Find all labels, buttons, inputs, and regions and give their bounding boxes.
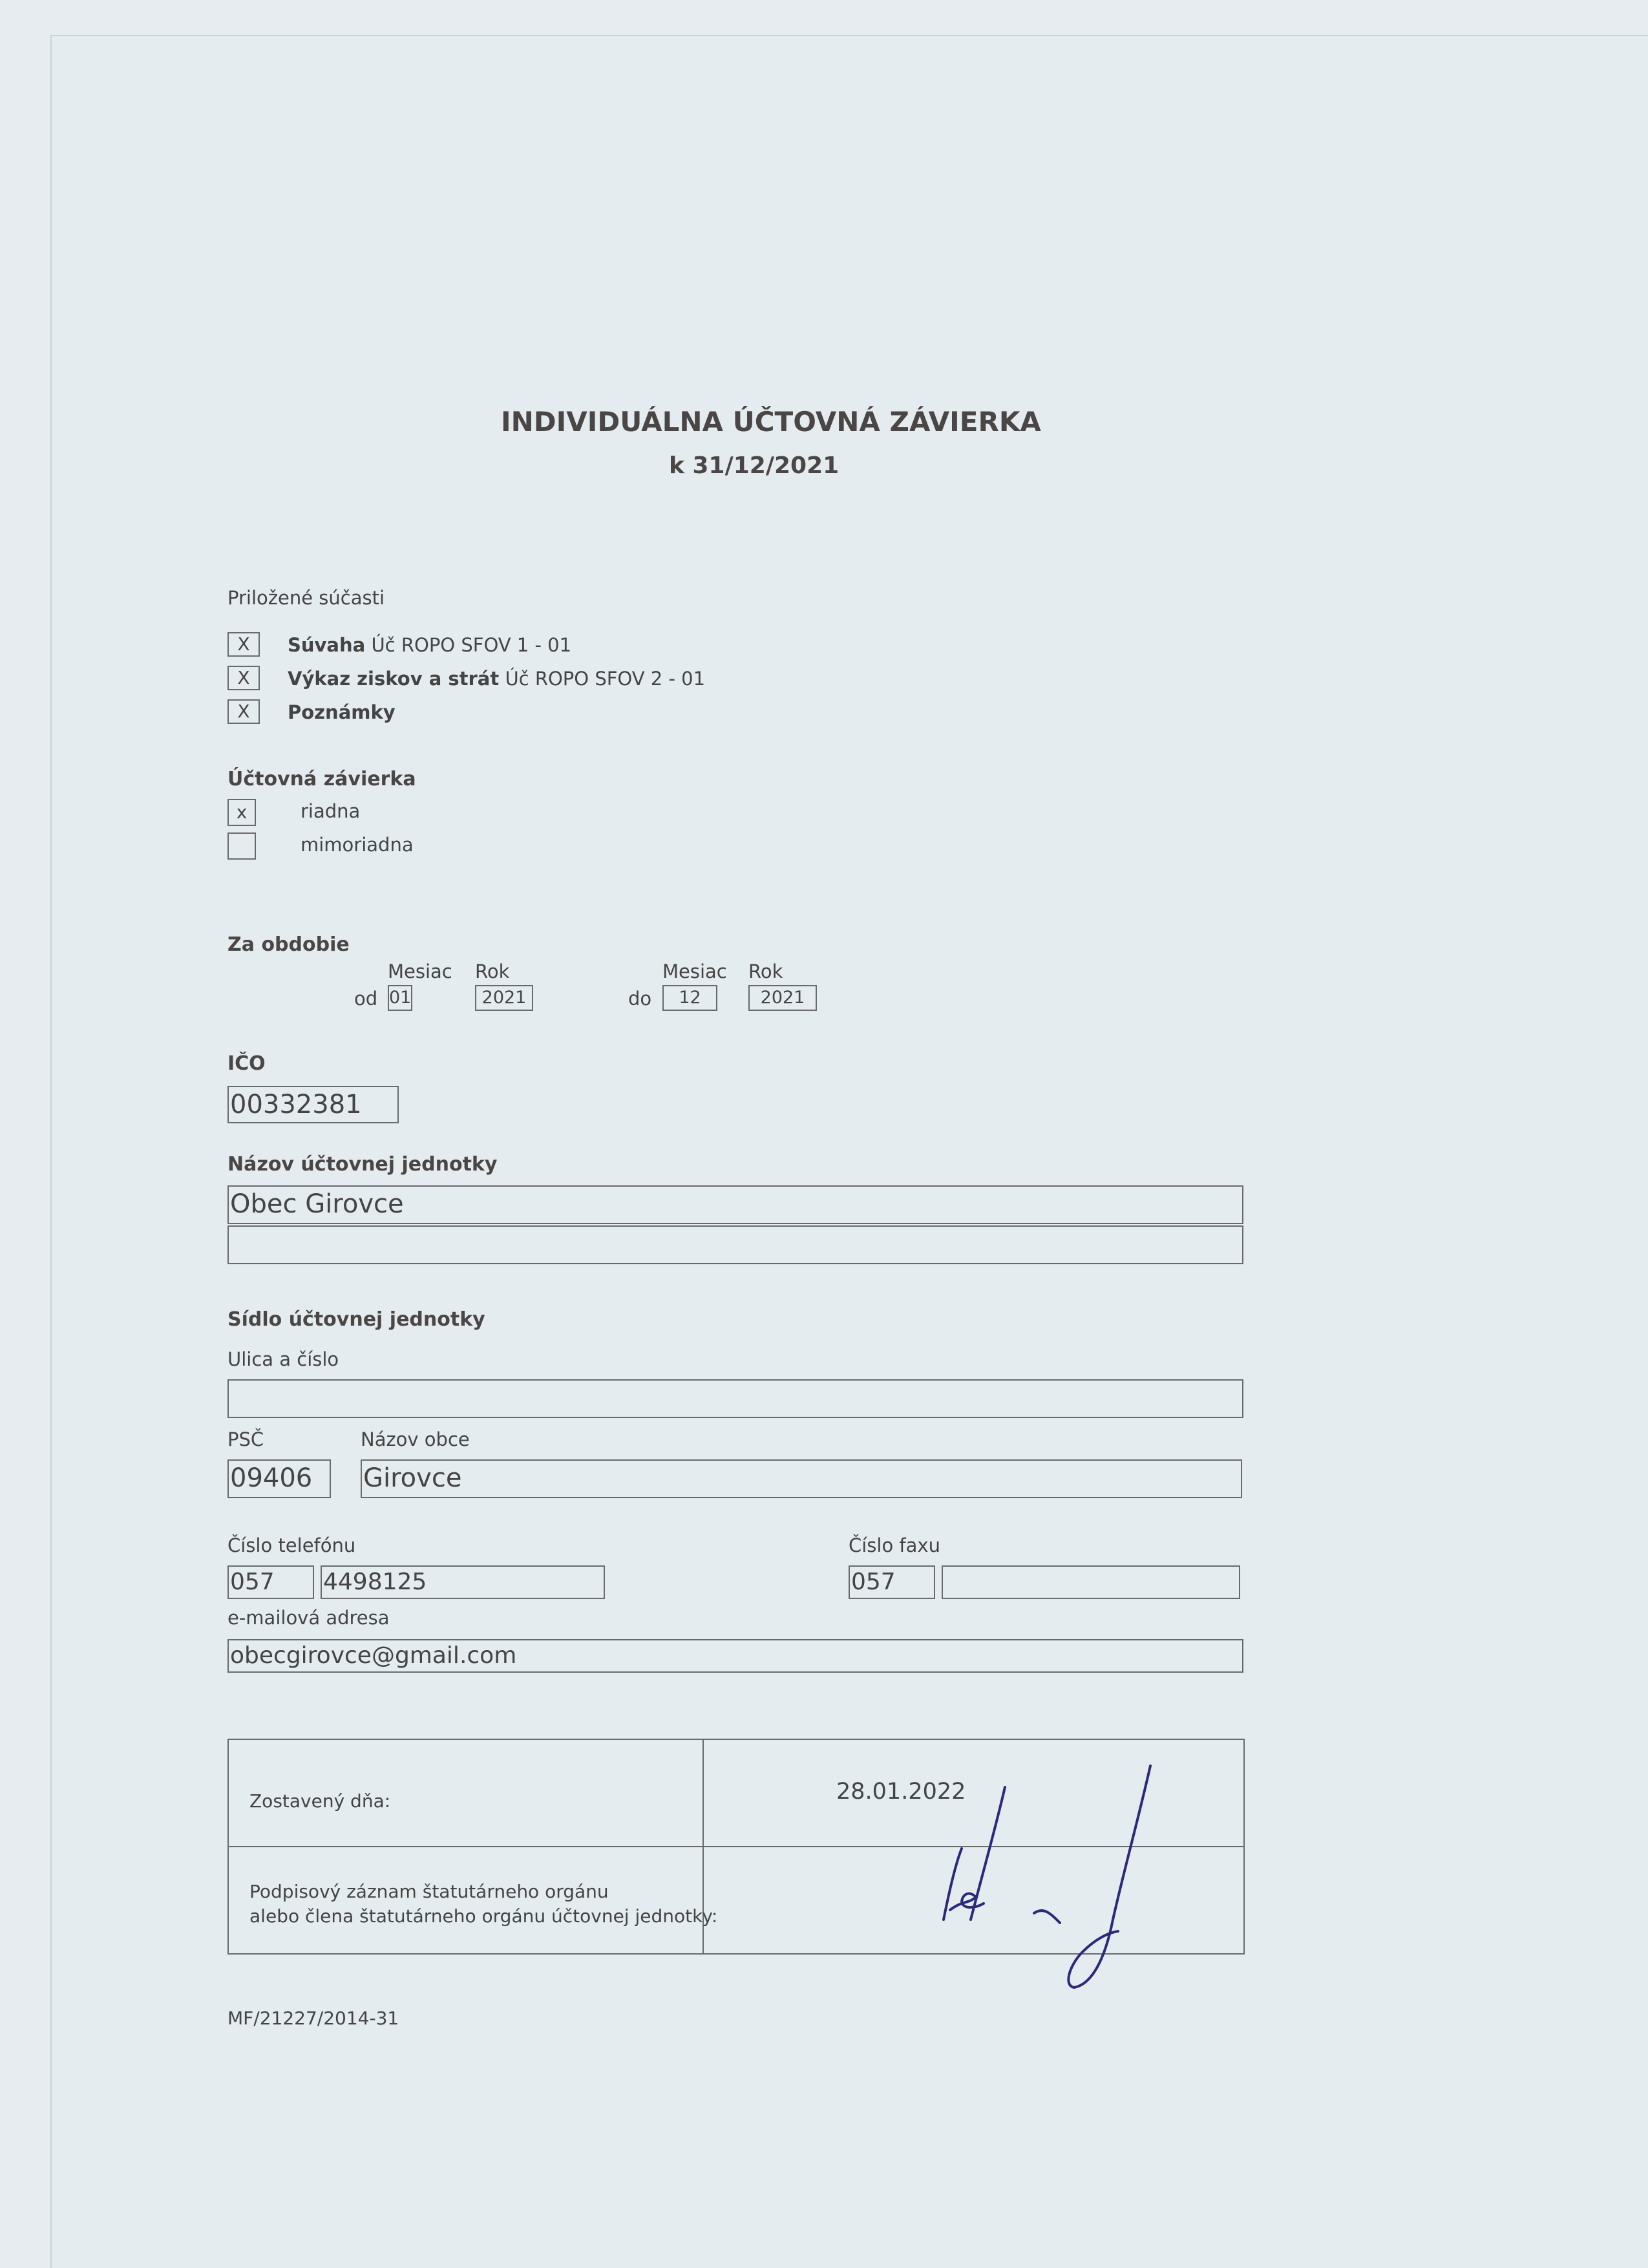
phone-number-field[interactable] [321, 1565, 605, 1599]
ico-field[interactable] [227, 1086, 399, 1123]
to-month-label: Mesiac [662, 960, 727, 982]
suvaha-checkbox[interactable]: X [227, 632, 260, 657]
from-month-label: Mesiac [388, 960, 452, 982]
psc-value: 09406 [230, 1463, 313, 1493]
closing-type-label: Účtovná závierka [227, 768, 416, 790]
compiled-label: Zostavený dňa: [249, 1790, 391, 1812]
to-month-field[interactable] [662, 985, 717, 1011]
fax-prefix-field[interactable] [849, 1565, 935, 1599]
riadna-label: riadna [301, 800, 361, 822]
street-field[interactable] [227, 1379, 1243, 1418]
entity-name-field-1[interactable] [227, 1185, 1243, 1224]
fax-label: Číslo faxu [849, 1534, 940, 1556]
compiled-date: 28.01.2022 [836, 1779, 966, 1805]
entity-name-label: Názov účtovnej jednotky [227, 1153, 498, 1176]
entity-name-value: Obec Girovce [230, 1189, 404, 1219]
vykaz-code: Úč ROPO SFOV 2 - 01 [505, 668, 706, 690]
phone-label: Číslo telefónu [227, 1534, 356, 1556]
vykaz-checkbox[interactable]: X [227, 666, 260, 690]
vykaz-label: Výkaz ziskov a strát [288, 668, 500, 690]
riadna-checkbox[interactable]: x [227, 799, 256, 826]
to-label: do [628, 988, 652, 1010]
signature-label-line-1: Podpisový záznam štatutárneho orgánu [249, 1881, 609, 1902]
phone-number-value: 4498125 [323, 1569, 427, 1595]
to-year-label: Rok [748, 960, 783, 982]
email-value: obecgirovce@gmail.com [230, 1642, 517, 1669]
city-label: Názov obce [361, 1428, 470, 1450]
phone-prefix-field[interactable] [227, 1565, 314, 1599]
from-year-value: 2021 [481, 988, 527, 1008]
signature-label-line-2: alebo člena štatutárneho orgánu účtovnej jednotky: [249, 1905, 718, 1927]
city-value: Girovce [363, 1463, 462, 1493]
seat-label: Sídlo účtovnej jednotky [227, 1308, 485, 1331]
document-title: INDIVIDUÁLNA ÚČTOVNÁ ZÁVIERKA [501, 406, 1041, 438]
signature-label [249, 1880, 717, 1929]
psc-label: PSČ [227, 1428, 264, 1450]
attached-parts-label: Priložené súčasti [227, 587, 385, 609]
to-year-field[interactable] [748, 985, 817, 1011]
form-code: MF/21227/2014-31 [227, 2008, 399, 2029]
period-label: Za obdobie [227, 933, 350, 956]
entity-name-field-2[interactable] [227, 1225, 1243, 1264]
to-year-value: 2021 [760, 988, 805, 1008]
handwritten-signature [931, 1758, 1170, 2004]
email-label: e-mailová adresa [227, 1607, 390, 1629]
email-field[interactable] [227, 1639, 1243, 1673]
phone-prefix-value: 057 [230, 1569, 275, 1595]
fax-prefix-value: 057 [851, 1569, 896, 1595]
from-month-field[interactable] [388, 985, 412, 1011]
ico-value: 00332381 [230, 1090, 362, 1119]
mimoriadna-checkbox[interactable] [227, 832, 256, 860]
psc-field[interactable] [227, 1459, 331, 1498]
suvaha-code: Úč ROPO SFOV 1 - 01 [371, 634, 572, 656]
street-label: Ulica a číslo [227, 1348, 339, 1370]
from-label: od [354, 988, 378, 1010]
city-field[interactable] [361, 1459, 1242, 1498]
from-year-label: Rok [475, 960, 510, 982]
fax-number-field[interactable] [942, 1565, 1240, 1599]
to-month-value: 12 [679, 988, 701, 1008]
suvaha-label: Súvaha [288, 634, 366, 656]
poznamky-label: Poznámky [288, 701, 396, 723]
poznamky-checkbox[interactable]: X [227, 699, 260, 724]
ico-label: IČO [227, 1052, 266, 1075]
document-date: k 31/12/2021 [669, 452, 840, 479]
mimoriadna-label: mimoriadna [301, 834, 414, 856]
from-year-field[interactable] [475, 985, 533, 1011]
from-month-value: 01 [389, 988, 412, 1008]
